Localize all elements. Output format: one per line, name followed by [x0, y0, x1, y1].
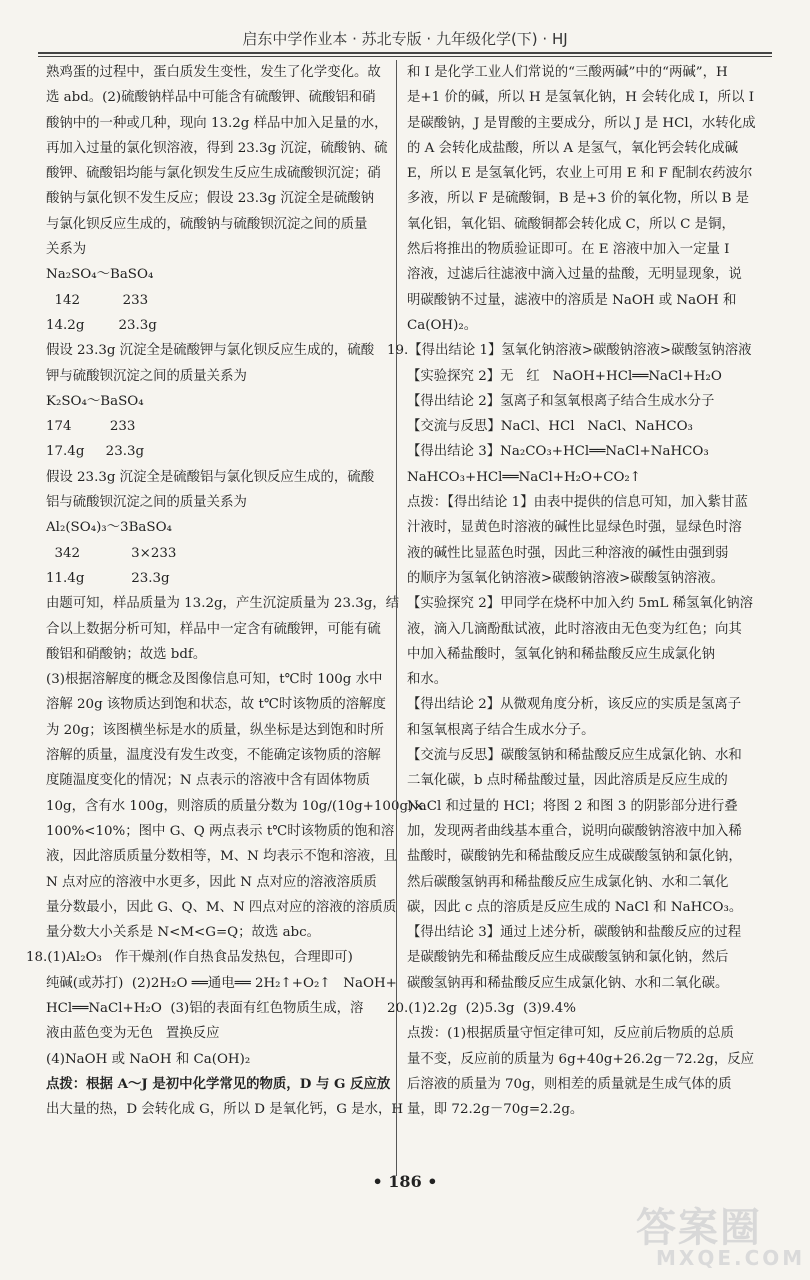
- text-line: 关系为: [46, 242, 87, 258]
- text-line: 【得出结论 3】通过上述分析，碳酸钠和盐酸反应的过程: [407, 925, 742, 941]
- text-line: 液的碱性比显蓝色时强，因此三种溶液的碱性由强到弱: [407, 545, 729, 561]
- text-line: 然后将推出的物质验证即可。在 E 溶液中加入一定量 I: [407, 242, 730, 258]
- formula-line: 14.2g 23.3g: [46, 317, 157, 333]
- text-line: 二氧化碳，b 点时稀盐酸过量，因此溶质是反应生成的: [407, 773, 728, 789]
- text-line: 液，因此溶质质量分数相等，M、N 均表示不饱和溶液，且: [46, 849, 398, 865]
- formula-line: 17.4g 23.3g: [46, 444, 145, 460]
- right-column: [387, 60, 763, 1122]
- text-line: 合以上数据分析可知，样品中一定含有硫酸钾，可能有硫: [46, 621, 381, 637]
- text-line: 溶液，过滤后往滤液中滴入过量的盐酸，无明显现象，说: [407, 267, 742, 283]
- formula-line: 11.4g 23.3g: [46, 570, 170, 586]
- text-line: 为 20g；该图横坐标是水的质量，纵坐标是达到饱和时所: [46, 722, 384, 738]
- text-line: 【得出结论 2】从微观角度分析，该反应的实质是氢离子: [407, 697, 742, 713]
- text-line: 和氢氧根离子结合生成水分子。: [407, 722, 595, 738]
- left-column: [26, 60, 425, 1122]
- text-line: 量不变，反应前的质量为 6g+40g+26.2g－72.2g，反应: [407, 1051, 755, 1067]
- text-line: 【交流与反思】碳酸氢钠和稀盐酸反应生成氯化钠、水和: [407, 748, 742, 764]
- text-line: 明碳酸钠不过量，滤液中的溶质是 NaOH 或 NaOH 和: [407, 292, 737, 308]
- formula-line: Na₂SO₄～BaSO₄: [46, 267, 154, 283]
- text-line: 酸钾、硫酸铝均能与氯化钡发生反应生成硫酸钡沉淀；硝: [46, 166, 381, 182]
- text-line: 液，滴入几滴酚酞试液，此时溶液由无色变为红色；向其: [407, 621, 742, 637]
- text-line: 由题可知，样品质量为 13.2g，产生沉淀质量为 23.3g，结: [46, 596, 400, 612]
- text-line: 钾与硫酸钡沉淀之间的质量关系为: [46, 368, 247, 384]
- question-18-answer: 18.(1)Al₂O₃ 作干燥剂(作自热食品发热包，合理即可): [26, 950, 353, 966]
- hint-line: 点拨：根据 A～J 是初中化学常见的物质，D 与 G 反应放: [46, 1075, 391, 1092]
- text-line: 出大量的热，D 会转化成 G，所以 D 是氧化钙，G 是水，H: [46, 1102, 404, 1118]
- question-20-answer: 20.(1)2.2g (2)5.3g (3)9.4%: [387, 1000, 576, 1016]
- text-line: 中加入稀盐酸时，氢氧化钠和稀盐酸反应生成氯化钠: [407, 646, 715, 662]
- text-line: 与氯化钡反应生成的，硫酸钠与硫酸钡沉淀之间的质量: [46, 216, 368, 232]
- text-line: 10g，含有水 100g，则溶质的质量分数为 10g/(10g+100g)×: [46, 798, 425, 814]
- text-line: 液由蓝色变为无色 置换反应: [46, 1026, 220, 1042]
- text-line: 酸铝和硝酸钠；故选 bdf。: [46, 646, 207, 662]
- formula-line: Al₂(SO₄)₃～3BaSO₄: [46, 520, 172, 536]
- text-line: 是碳酸钠，J 是胃酸的主要成分，所以 J 是 HCl，水转化成: [407, 115, 756, 131]
- text-line: NaHCO₃+HCl══NaCl+H₂O+CO₂↑: [407, 469, 642, 485]
- text-line: 度随温度变化的情况；N 点表示的溶液中含有固体物质: [46, 773, 370, 789]
- text-line: 的顺序为氢氧化钠溶液>碳酸钠溶液>碳酸氢钠溶液。: [407, 570, 725, 586]
- text-line: 和 I 是化学工业人们常说的“三酸两碱”中的“两碱”，H: [407, 65, 728, 80]
- text-line: Ca(OH)₂。: [407, 317, 478, 333]
- text-line: 酸钠中的一种或几种，现向 13.2g 样品中加入足量的水，: [46, 115, 388, 131]
- text-line: 再加入过量的氯化钡溶液，得到 23.3g 沉淀，硫酸钠、硫: [46, 140, 388, 156]
- text-line: 【实验探究 2】甲同学在烧杯中加入约 5mL 稀氢氧化钠溶: [407, 596, 753, 612]
- hint-line: 点拨：(1)根据质量守恒定律可知，反应前后物质的总质: [407, 1026, 734, 1042]
- text-line: N 点对应的溶液中水更多，因此 N 点对应的溶液溶质质: [46, 874, 377, 890]
- watermark-text: 答案圈: [636, 1205, 762, 1251]
- formula-line: 342 3×233: [46, 545, 177, 561]
- text-line: 量，即 72.2g－70g=2.2g。: [407, 1102, 584, 1118]
- text-line: 【交流与反思】NaCl、HCl NaCl、NaHCO₃: [407, 419, 693, 435]
- text-line: 选 abd。(2)硫酸钠样品中可能含有硫酸钾、硫酸铝和硝: [46, 90, 376, 106]
- text-line: 的 A 会转化成盐酸，所以 A 是氢气，氧化钙会转化成碱: [407, 140, 738, 156]
- text-line: 假设 23.3g 沉淀全是硫酸铝与氯化钡反应生成的，硫酸: [46, 469, 375, 485]
- text-line: 加，发现两者曲线基本重合，说明向碳酸钠溶液中加入稀: [407, 823, 742, 839]
- text-line: 量分数大小关系是 N<M<G=Q；故选 abc。: [46, 925, 321, 941]
- text-line: 碳，因此 c 点的溶质是反应生成的 NaCl 和 NaHCO₃。: [407, 899, 743, 915]
- text-line: NaCl 和过量的 HCl；将图 2 和图 3 的阴影部分进行叠: [407, 798, 738, 814]
- text-line: 盐酸时，碳酸钠先和稀盐酸反应生成碳酸氢钠和氯化钠，: [407, 849, 742, 865]
- formula-line: K₂SO₄～BaSO₄: [46, 393, 144, 409]
- hint-line: 点拨：【得出结论 1】由表中提供的信息可知，加入紫甘蓝: [407, 495, 748, 511]
- text-line: 酸钠与氯化钡不发生反应；假设 23.3g 沉淀全是硫酸钠: [46, 191, 375, 207]
- text-line: 是+1 价的碱，所以 H 是氢氧化钠，H 会转化成 I，所以 I: [407, 90, 755, 106]
- text-line: HCl══NaCl+H₂O (3)铝的表面有红色物质生成，溶: [46, 1000, 364, 1016]
- text-line: 【得出结论 2】氢离子和氢氧根离子结合生成水分子: [407, 393, 715, 409]
- text-line: 量分数最小，因此 G、Q、M、N 四点对应的溶液的溶质质: [46, 899, 397, 915]
- text-line: 溶解的质量，温度没有发生改变，不能确定该物质的溶解: [46, 748, 381, 764]
- running-header: 启东中学作业本 · 苏北专版 · 九年级化学(下) · HJ: [242, 30, 568, 48]
- text-line: 碳酸氢钠再和稀盐酸反应生成氯化钠、水和二氧化碳。: [407, 975, 729, 991]
- text-line: 假设 23.3g 沉淀全是硫酸钾与氯化钡反应生成的，硫酸: [46, 343, 375, 359]
- text-line: 熟鸡蛋的过程中，蛋白质发生变性，发生了化学变化。故: [46, 65, 381, 80]
- text-line: (4)NaOH 或 NaOH 和 Ca(OH)₂: [46, 1051, 251, 1067]
- text-line: 汁液时，显黄色时溶液的碱性比显绿色时强，显绿色时溶: [407, 520, 742, 536]
- text-line: 多液，所以 F 是硫酸铜，B 是+3 价的氧化物，所以 B 是: [407, 191, 750, 207]
- header-rule: [38, 52, 772, 54]
- text-line: (3)根据溶解度的概念及图像信息可知，t℃时 100g 水中: [46, 672, 383, 688]
- text-line: E，所以 E 是氢氧化钙，农业上可用 E 和 F 配制农药波尔: [407, 166, 753, 182]
- text-line: 然后碳酸氢钠再和稀盐酸反应生成氯化钠、水和二氧化: [407, 874, 729, 890]
- watermark-url: MXQE.COM: [656, 1246, 806, 1270]
- formula-line: 174 233: [46, 419, 136, 435]
- text-line: 100%<10%；图中 G、Q 两点表示 t℃时该物质的饱和溶: [46, 823, 395, 839]
- text-line: 溶解 20g 该物质达到饱和状态，故 t℃时该物质的溶解度: [46, 697, 386, 713]
- page-number: • 186 •: [372, 1172, 438, 1191]
- formula-line: 142 233: [46, 292, 149, 308]
- header-rule-thin: [38, 56, 772, 57]
- text-line: 【得出结论 3】Na₂CO₃+HCl══NaCl+NaHCO₃: [407, 444, 709, 460]
- text-line: 铝与硫酸钡沉淀之间的质量关系为: [46, 495, 247, 511]
- watermark-logo: [636, 1196, 804, 1276]
- text-line: 【实验探究 2】无 红 NaOH+HCl══NaCl+H₂O: [407, 368, 722, 384]
- question-19-answer: 19.【得出结论 1】氢氧化钠溶液>碳酸钠溶液>碳酸氢钠溶液: [387, 343, 752, 359]
- text-line: 和水。: [407, 672, 448, 688]
- text-line: 后溶液的质量为 70g，则相差的质量就是生成气体的质: [407, 1076, 732, 1092]
- text-line: 是碳酸钠先和稀盐酸反应生成碳酸氢钠和氯化钠，然后: [407, 950, 729, 966]
- text-line: 氧化铝，氧化铝、硫酸铜都会转化成 C，所以 C 是铜，: [407, 216, 735, 232]
- text-line: 纯碱(或苏打) (2)2H₂O ══通电══ 2H₂↑+O₂↑ NaOH+: [46, 975, 397, 991]
